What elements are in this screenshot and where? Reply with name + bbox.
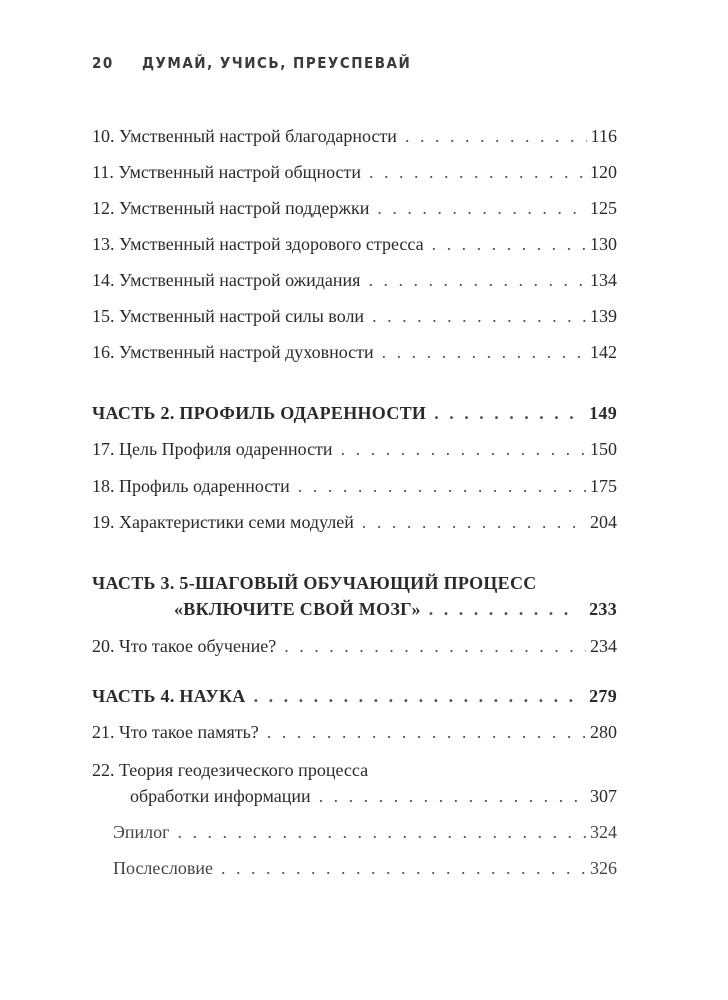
toc-entry[interactable] <box>92 161 617 183</box>
toc-entry-page: 326 <box>590 858 617 878</box>
toc-part-label-line1[interactable]: ЧАСТЬ 3. 5-ШАГОВЫЙ ОБУЧАЮЩИЙ ПРОЦЕСС <box>92 573 537 593</box>
toc-entry[interactable] <box>92 475 617 497</box>
toc-entry-page: 150 <box>590 439 617 459</box>
leader-dots <box>429 598 579 620</box>
toc-part-page: 279 <box>589 686 617 706</box>
toc-entry[interactable] <box>92 635 617 657</box>
toc-entry-page: 142 <box>590 342 617 362</box>
toc-epilogue[interactable] <box>113 821 617 843</box>
toc-entry-page: 204 <box>590 512 617 532</box>
toc-entry-label: 18. Профиль одаренности <box>92 476 290 496</box>
toc-entry-label: 10. Умственный настрой благодарности <box>92 126 397 146</box>
toc-entry-label: Послесловие <box>113 858 213 878</box>
toc-entry[interactable] <box>92 511 617 533</box>
toc-entry-page: 125 <box>590 198 617 218</box>
toc-entry[interactable] <box>92 721 617 743</box>
toc-entry[interactable] <box>92 233 617 255</box>
leader-dots <box>341 438 586 460</box>
toc-entry-page: 116 <box>590 126 617 146</box>
leader-dots <box>178 821 586 843</box>
toc-entry-label-line1[interactable]: 22. Теория геодезического процесса <box>92 760 369 780</box>
toc-part-page: 149 <box>589 403 617 423</box>
toc-entry-page: 175 <box>590 476 617 496</box>
leader-dots <box>405 125 587 147</box>
toc-part-label-line2: «ВКЛЮЧИТЕ СВОЙ МОЗГ» <box>174 599 421 619</box>
toc-part-heading[interactable] <box>92 685 617 707</box>
leader-dots <box>368 269 586 291</box>
leader-dots <box>254 685 579 707</box>
toc-entry[interactable] <box>130 785 617 807</box>
toc-part-heading[interactable] <box>92 402 617 424</box>
toc-entry[interactable] <box>92 197 617 219</box>
toc-part-label: ЧАСТЬ 4. НАУКА <box>92 686 246 706</box>
page-number: 20 <box>92 54 114 72</box>
leader-dots <box>434 402 579 424</box>
toc-entry-page: 130 <box>590 234 617 254</box>
toc-entry-label: Эпилог <box>113 822 170 842</box>
leader-dots <box>298 475 586 497</box>
toc-entry-page: 307 <box>590 786 617 806</box>
toc-entry-label: 13. Умственный настрой здорового стресса <box>92 234 424 254</box>
toc-entry-page: 234 <box>590 636 617 656</box>
leader-dots <box>362 511 586 533</box>
toc-afterword[interactable] <box>113 857 617 879</box>
toc-entry-page: 280 <box>590 722 617 742</box>
toc-entry[interactable] <box>92 269 617 291</box>
toc-entry-page: 134 <box>590 270 617 290</box>
toc-entry-page: 324 <box>590 822 617 842</box>
toc-entry-page: 139 <box>590 306 617 326</box>
leader-dots <box>432 233 586 255</box>
toc-entry-label: 11. Умственный настрой общности <box>92 162 362 182</box>
toc-part-label: ЧАСТЬ 2. ПРОФИЛЬ ОДАРЕННОСТИ <box>92 403 427 423</box>
toc-entry[interactable] <box>92 438 617 460</box>
toc-entry-label: 17. Цель Профиля одаренности <box>92 439 333 459</box>
toc-entry-label: 19. Характеристики семи модулей <box>92 512 354 532</box>
toc-entry-label: 21. Что такое память? <box>92 722 259 742</box>
running-head <box>92 54 411 72</box>
leader-dots <box>319 785 586 807</box>
leader-dots <box>372 305 586 327</box>
toc-entry[interactable] <box>92 341 617 363</box>
toc-part-heading[interactable] <box>174 598 617 620</box>
toc-entry-label: 14. Умственный настрой ожидания <box>92 270 361 290</box>
leader-dots <box>382 341 586 363</box>
leader-dots <box>267 721 586 743</box>
toc-entry[interactable] <box>92 125 617 147</box>
leader-dots <box>284 635 586 657</box>
toc-entry-label: 12. Умственный настрой поддержки <box>92 198 370 218</box>
book-title: ДУМАЙ, УЧИСЬ, ПРЕУСПЕВАЙ <box>141 54 412 72</box>
toc-entry-label: 16. Умственный настрой духовности <box>92 342 374 362</box>
leader-dots <box>369 161 586 183</box>
toc-entry-page: 120 <box>590 162 617 182</box>
toc-part-page: 233 <box>589 599 617 619</box>
toc-entry-label: 15. Умственный настрой силы воли <box>92 306 365 326</box>
toc-entry-label-line2: обработки информации <box>130 786 311 806</box>
leader-dots <box>377 197 586 219</box>
toc-entry[interactable] <box>92 305 617 327</box>
toc-entry-label: 20. Что такое обучение? <box>92 636 277 656</box>
leader-dots <box>221 857 586 879</box>
